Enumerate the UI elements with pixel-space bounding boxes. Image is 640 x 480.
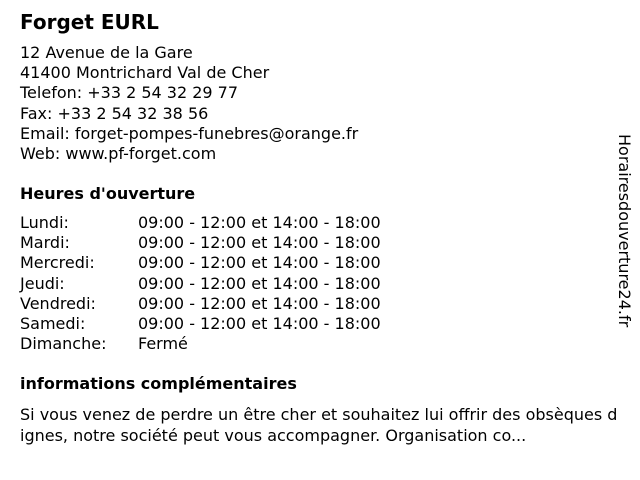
- phone-number: Telefon: +33 2 54 32 29 77: [20, 83, 239, 103]
- hours-time: 09:00 - 12:00 et 14:00 - 18:00: [138, 273, 381, 293]
- hours-day: Jeudi:: [20, 273, 65, 293]
- hours-day: Samedi:: [20, 313, 86, 333]
- hours-time: 09:00 - 12:00 et 14:00 - 18:00: [138, 293, 381, 313]
- hours-day: Lundi:: [20, 213, 69, 232]
- hours-row-mardi: [20, 233, 440, 253]
- email-address: Email: forget-pompes-funebres@orange.fr: [20, 123, 359, 143]
- hours-day: Dimanche:: [20, 334, 107, 354]
- hours-table: [20, 213, 440, 354]
- hours-row-vendredi: [20, 294, 440, 314]
- hours-row-jeudi: [20, 274, 440, 294]
- contact-block: [20, 43, 358, 164]
- hours-time: Fermé: [138, 334, 188, 354]
- hours-time: 09:00 - 12:00 et 14:00 - 18:00: [138, 213, 381, 232]
- hours-time: 09:00 - 12:00 et 14:00 - 18:00: [138, 233, 381, 253]
- hours-row-lundi: [20, 213, 440, 233]
- hours-day: Mercredi:: [20, 253, 95, 273]
- hours-day: Vendredi:: [20, 293, 96, 313]
- website-address: Web: www.pf-forget.com: [20, 143, 217, 163]
- hours-day: Mardi:: [20, 233, 70, 253]
- hours-heading: Heures d'ouverture: [20, 184, 196, 203]
- hours-time: 09:00 - 12:00 et 14:00 - 18:00: [138, 313, 381, 333]
- hours-row-dimanche: [20, 334, 440, 354]
- address-city: 41400 Montrichard Val de Cher: [20, 63, 270, 83]
- hours-time: 09:00 - 12:00 et 14:00 - 18:00: [138, 253, 381, 273]
- hours-row-samedi: [20, 314, 440, 334]
- fax-number: Fax: +33 2 54 32 38 56: [20, 103, 209, 123]
- address-street: 12 Avenue de la Gare: [20, 43, 193, 62]
- watermark-text: Horairesdouverture24.fr: [615, 134, 634, 328]
- watermark: [612, 134, 636, 370]
- hours-row-mercredi: [20, 253, 440, 273]
- info-description: Si vous venez de perdre un être cher et souhaitez lui offrir des obsèques dignes, notre société peut vous accompagner. Organisation co...: [20, 405, 618, 445]
- info-heading: informations complémentaires: [20, 374, 297, 393]
- business-name: Forget EURL: [20, 10, 159, 34]
